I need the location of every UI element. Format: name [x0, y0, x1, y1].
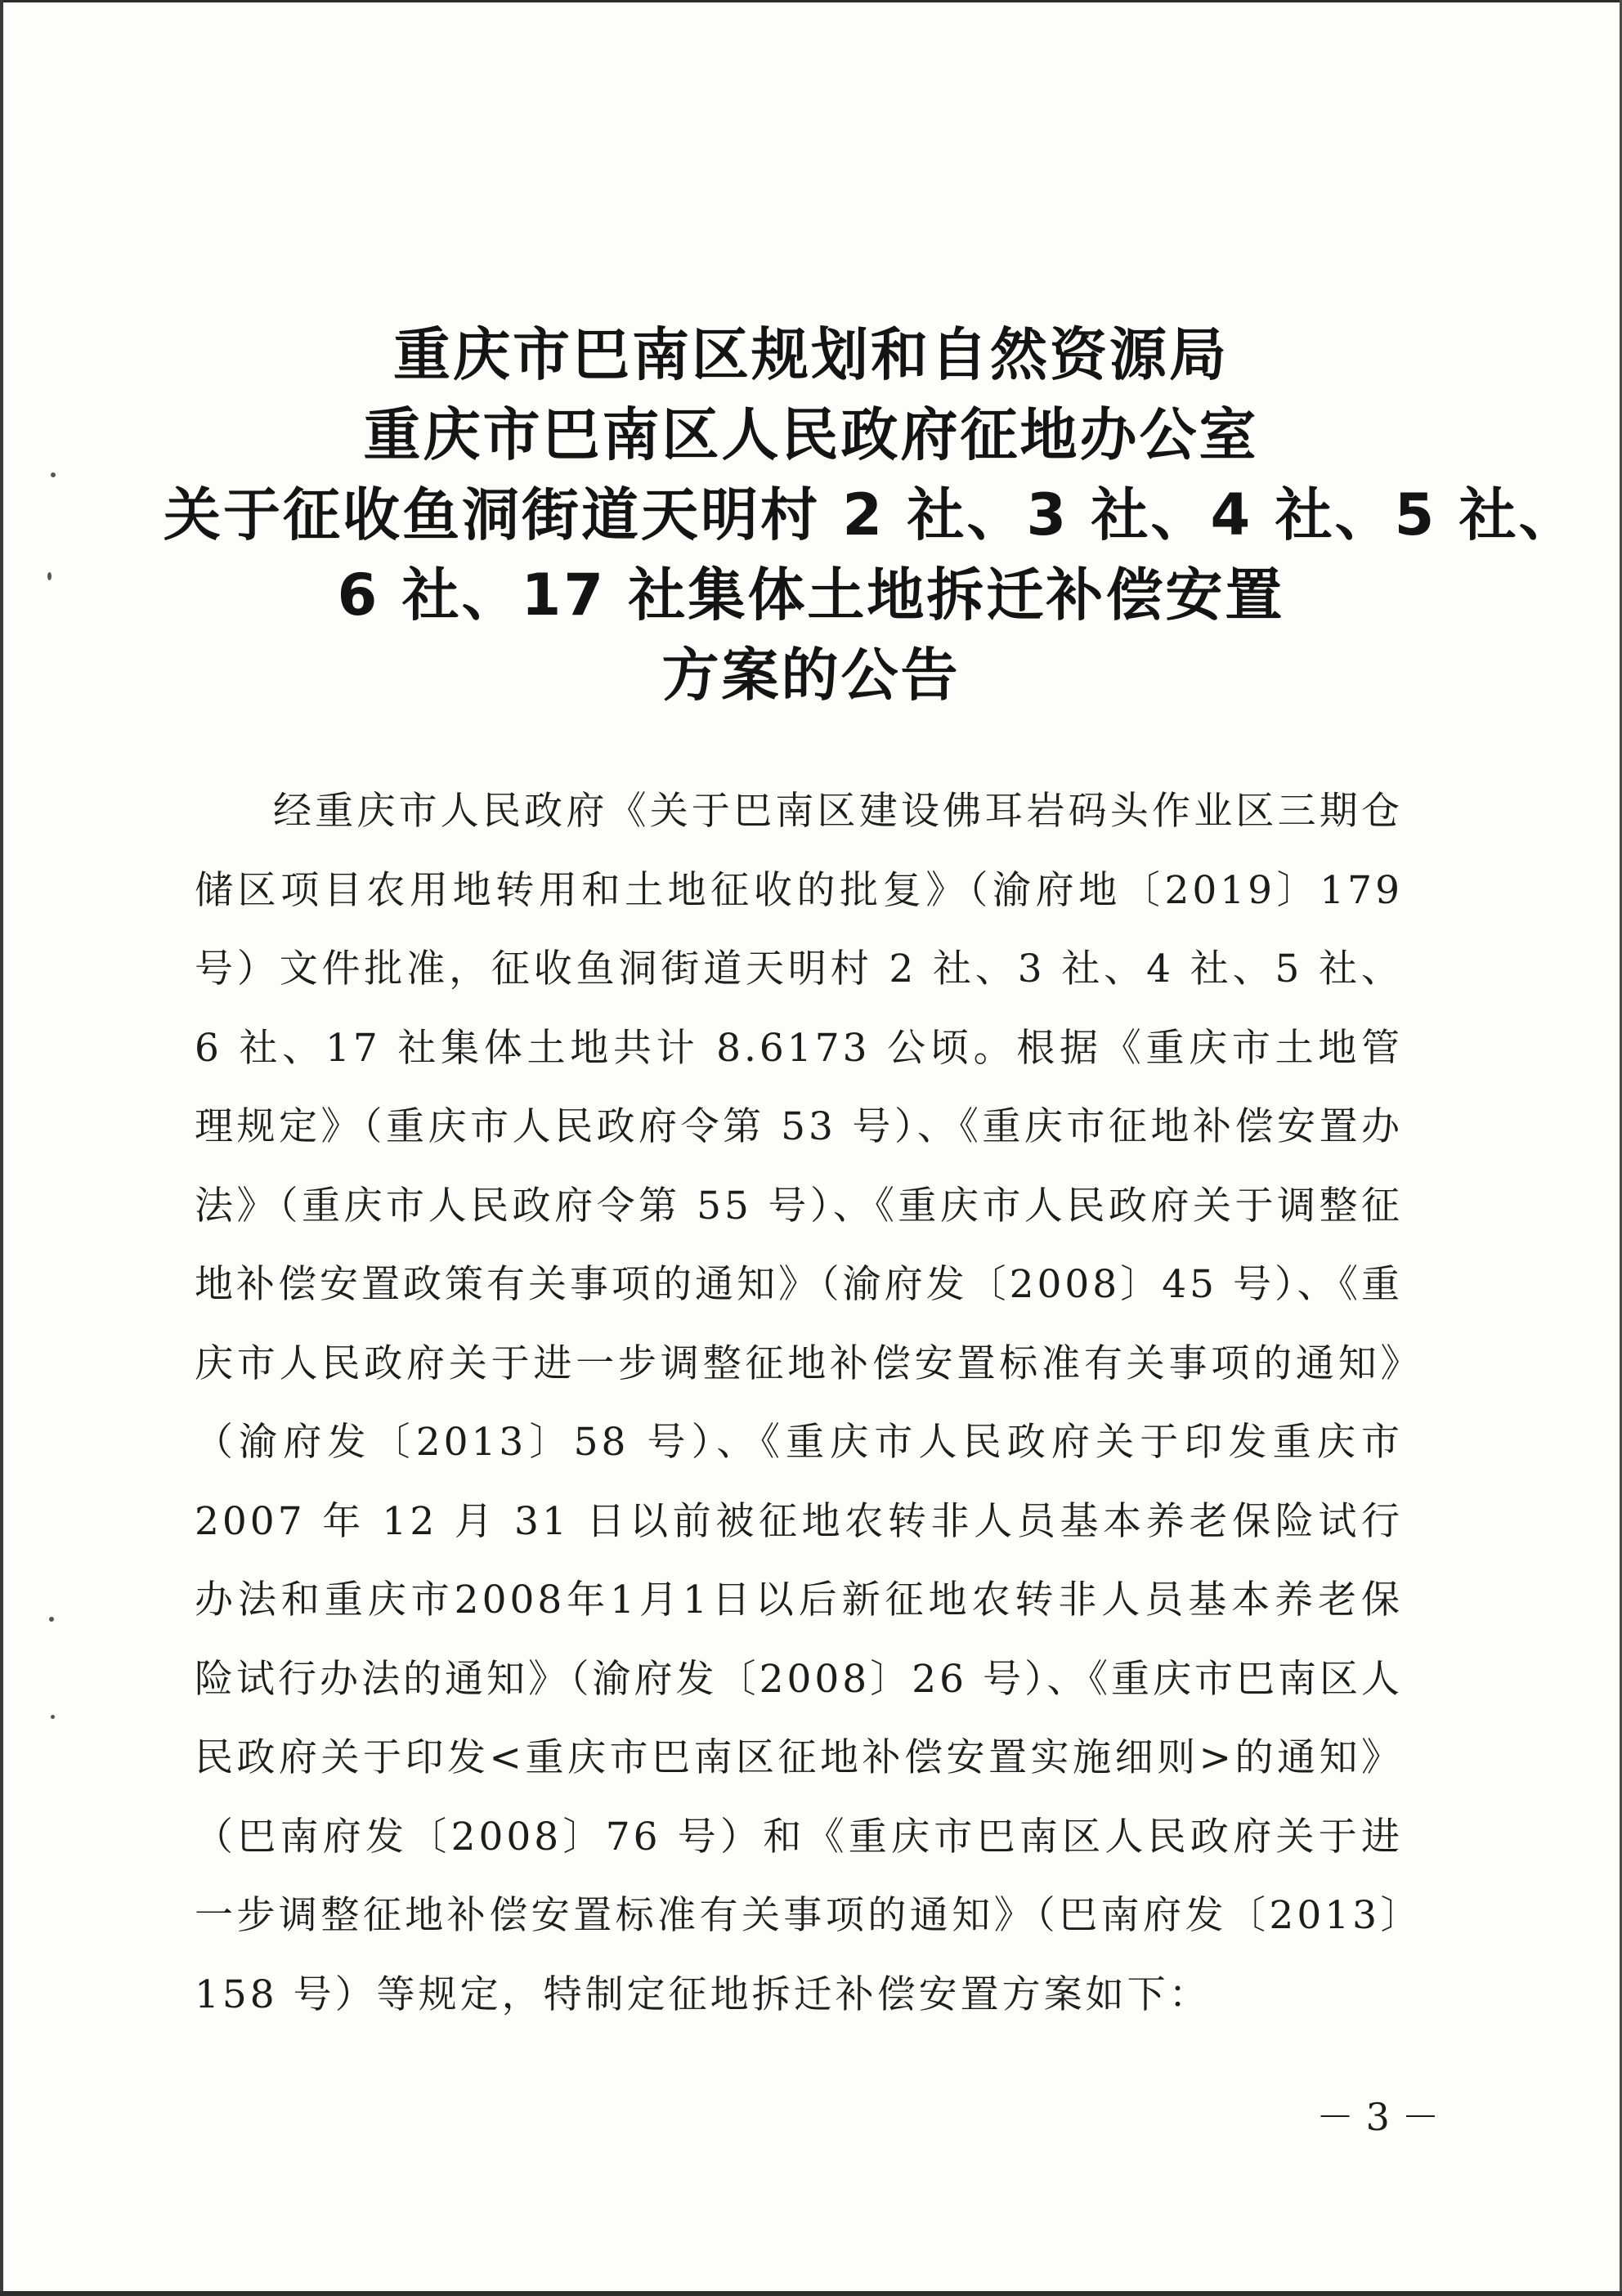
scan-speck [49, 1617, 54, 1622]
body-paragraph: 经重庆市人民政府《关于巴南区建设佛耳岩码头作业区三期仓储区项目农用地转用和土地征收的批复》（渝府地〔2019〕179号）文件批准，征收鱼洞街道天明村 2 社、3 社、4 社、5 社、6 社、17 社集体土地共计 8.6173 公顷。根据《重庆市土地管理规定》（重庆市人民政府令第 53 号）、《重庆市征地补偿安置办法》（重庆市人民政府令第 55 号）、《重庆市人民政府关于调整征地补偿安置政策有关事项的通知》（渝府发〔2008〕45 号）、《重庆市人民政府关于进一步调整征地补偿安置标准有关事项的通知》（渝府发〔2013〕58 号）、《重庆市人民政府关于印发重庆市 2007 年 12 月 31 日以前被征地农转非人员基本养老保险试行办法和重庆市2008年1月1日以后新征地农转非人员基本养老保险试行办法的通知》（渝府发〔2008〕26 号）、《重庆市巴南区人民政府关于印发<重庆市巴南区征地补偿安置实施细则>的通知》（巴南府发〔2008〕76 号）和《重庆市巴南区人民政府关于进一步调整征地补偿安置标准有关事项的通知》（巴南府发〔2013〕158 号）等规定，特制定征地拆迁补偿安置方案如下： [195, 789, 1403, 2017]
title-line-4: 6 社、17 社集体土地拆迁补偿安置 [337, 562, 1285, 629]
title-line-2: 重庆市巴南区人民政府征地办公室 [363, 401, 1259, 468]
title-line-5: 方案的公告 [661, 642, 961, 709]
scan-edge-left [0, 0, 3, 2296]
scan-speck [47, 572, 52, 580]
scan-speck [51, 1715, 55, 1719]
page-number: － 3 － [1316, 2095, 1440, 2139]
title-line-1: 重庆市巴南区规划和自然资源局 [393, 321, 1229, 388]
notice-title [164, 315, 1579, 715]
scan-speck [51, 472, 56, 477]
title-line-3: 关于征收鱼洞街道天明村 2 社、3 社、4 社、5 社、 [164, 481, 1579, 548]
scan-edge-bottom [0, 2291, 1622, 2296]
scan-edge-top [0, 0, 1622, 2]
